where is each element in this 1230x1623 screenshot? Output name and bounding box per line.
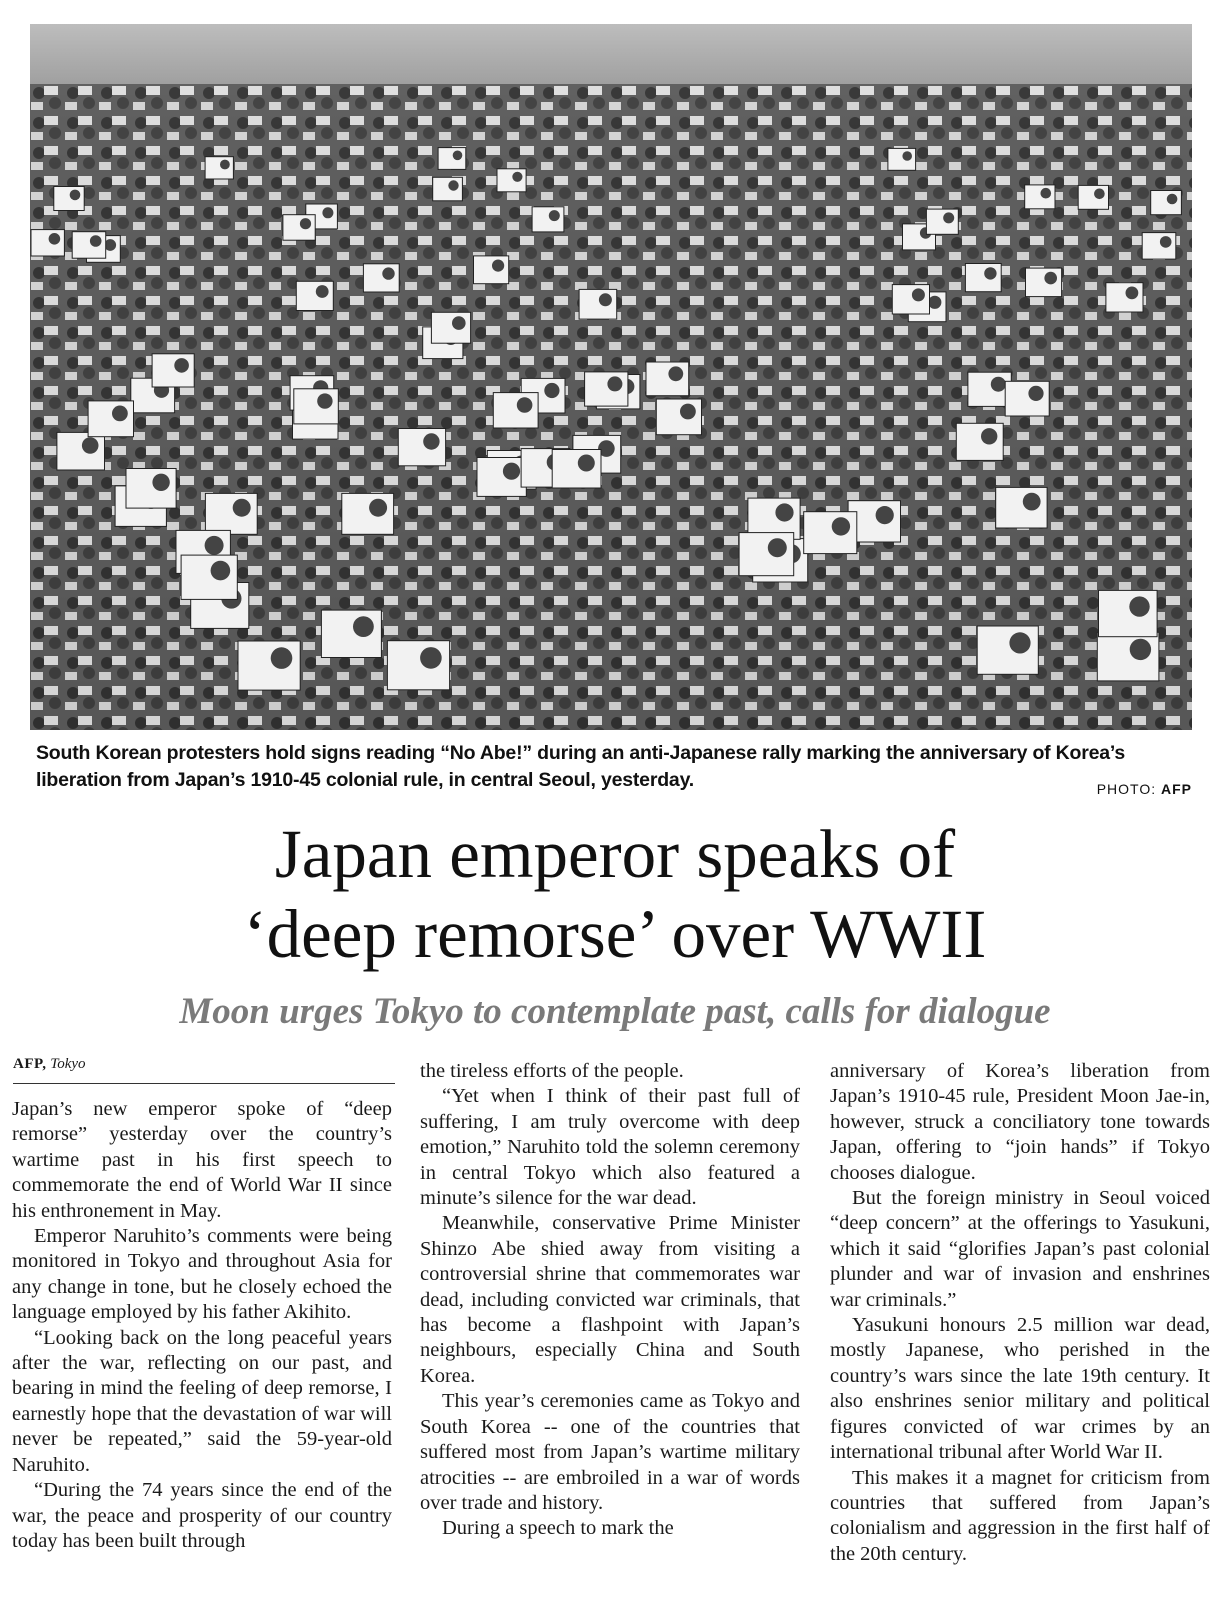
protest-sign	[296, 281, 333, 310]
sign-red-disc	[832, 517, 850, 535]
sign-red-disc	[578, 455, 595, 472]
protest-sign	[474, 256, 509, 284]
protest-sign	[888, 148, 916, 170]
protest-sign	[977, 626, 1038, 674]
protest-sign	[956, 423, 1003, 460]
sign-red-disc	[1130, 639, 1151, 660]
protest-sign	[283, 215, 315, 241]
article-paragraph: anniversary of Korea’s liberation from Japan’s 1910-45 rule, President Moon Jae-in, however, struck a conciliatory tone towards Japan, offering to “join hands” if Tokyo chooses dialogue.	[830, 1060, 1210, 1184]
sign-red-disc	[205, 536, 224, 555]
protest-sign	[1005, 381, 1049, 416]
article-paragraph: “Yet when I think of their past full of suffering, I am truly overcome with deep emotion,” Naruhito told the solemn ceremony in central Tokyo which also featured a minute’s silence for the war dead.	[420, 1085, 800, 1210]
protest-sign	[996, 487, 1047, 528]
protest-sign	[579, 289, 617, 319]
byline-rule	[13, 1083, 395, 1084]
sign-red-disc	[211, 561, 231, 581]
protest-crowd-photo	[30, 24, 1192, 730]
sign-red-disc	[991, 377, 1006, 392]
sign-red-disc	[112, 406, 128, 422]
article-paragraph: “During the 74 years since the end of the war, the peace and prosperity of our country today has been built through	[12, 1479, 392, 1552]
headline-line-1: Japan emperor speaks of	[274, 816, 956, 892]
article-paragraph: This makes it a magnet for criticism from countries that suffered from Japan’s colonialism and aggression in the first half of the 20th century.	[830, 1466, 1210, 1565]
sign-red-disc	[876, 506, 894, 524]
protest-sign	[1106, 283, 1143, 312]
protest-sign	[585, 372, 628, 406]
protest-sign	[1099, 590, 1158, 636]
sign-red-disc	[1009, 632, 1030, 653]
sign-red-disc	[544, 383, 559, 398]
sign-red-disc	[316, 285, 329, 298]
protest-sign	[126, 469, 176, 509]
sign-red-disc	[90, 235, 102, 247]
protest-sign	[238, 641, 300, 690]
photo-caption: South Korean protesters hold signs reading “No Abe!” during an anti-Japanese rally marking the anniversary of Korea’s liberation from Japan’s 1910-45 colonial rule, in central Seoul, yesterday.	[36, 742, 1126, 791]
protest-sign	[152, 354, 194, 387]
protest-sign	[1142, 233, 1176, 260]
protest-sign	[926, 209, 958, 234]
sign-red-disc	[549, 210, 560, 221]
protest-sign	[646, 362, 689, 396]
sign-red-disc	[1023, 493, 1041, 511]
byline-agency: AFP,	[13, 1056, 47, 1072]
sign-red-disc	[220, 160, 230, 170]
protest-sign	[433, 177, 463, 201]
photo-credit-label: PHOTO:	[1096, 781, 1157, 797]
protest-sign	[1078, 185, 1108, 209]
protest-sign	[72, 232, 106, 259]
protest-sign	[532, 207, 564, 232]
sign-red-disc	[382, 267, 394, 279]
sign-red-disc	[775, 503, 793, 521]
protest-sign	[477, 458, 526, 497]
protest-sign	[88, 401, 133, 437]
protest-sign	[1097, 632, 1159, 681]
article-paragraph: Emperor Naruhito’s comments were being monitored in Tokyo and throughout Asia for any change in tone, but he closely echoed the language employed by his father Akihito.	[12, 1225, 392, 1324]
sign-red-disc	[517, 397, 533, 413]
sign-red-disc	[668, 366, 683, 381]
protest-sign	[181, 555, 237, 599]
article-paragraph: This year’s ceremonies came as Tokyo and South Korea -- one of the countries that suffered most from Japan’s wartime military atrocities -- are embroiled in a war of words over trade and history.	[420, 1390, 800, 1514]
sign-red-disc	[70, 190, 81, 201]
article-paragraph: But the foreign ministry in Seoul voiced “deep concern” at the offerings to Yasukuni, which it said “glorifies Japan’s past colonial plunder and war of invasion and enshrines war criminals.”	[830, 1187, 1210, 1311]
protest-sign	[739, 533, 794, 576]
article-column-1	[12, 1097, 392, 1623]
protest-sign	[321, 610, 381, 657]
protest-sign	[892, 285, 929, 314]
protest-sign	[205, 493, 257, 534]
article-paragraph: Japan’s new emperor spoke of “deep remorse” yesterday over the country’s wartime past in his first speech to commemorate the end of World War II since his enthronement in May.	[12, 1098, 392, 1222]
protest-sign	[1151, 191, 1182, 215]
sign-red-disc	[512, 172, 522, 182]
sign-red-disc	[1160, 236, 1172, 248]
protest-sign	[57, 432, 105, 470]
sign-red-disc	[503, 463, 520, 480]
sign-red-disc	[423, 433, 439, 449]
sign-red-disc	[82, 437, 99, 454]
sign-red-disc	[599, 293, 612, 306]
sign-red-disc	[607, 376, 622, 391]
sign-red-disc	[233, 499, 251, 517]
sign-red-disc	[448, 180, 458, 190]
crowd-illustration	[30, 24, 1192, 730]
sign-red-disc	[943, 212, 954, 223]
sign-red-disc	[912, 288, 925, 301]
sign-red-disc	[152, 474, 169, 491]
article-paragraph: “Looking back on the long peaceful years after the war, reflecting on our past, and bearing in mind the feeling of deep remorse, I earnestly hope that the devastation of war will never be repeated,” said the 59-year-old Naruhito.	[12, 1326, 392, 1476]
sign-red-disc	[680, 404, 696, 420]
sign-red-disc	[1094, 189, 1105, 200]
headline	[0, 814, 1230, 974]
protest-sign	[431, 312, 470, 343]
protest-sign	[342, 493, 394, 534]
protest-sign	[965, 264, 1001, 292]
protest-sign	[54, 187, 84, 211]
sign-red-disc	[420, 647, 442, 669]
sign-red-disc	[1167, 194, 1178, 205]
article-paragraph: the tireless efforts of the people.	[420, 1060, 684, 1082]
byline	[13, 1056, 86, 1073]
sign-red-disc	[984, 267, 996, 279]
protest-sign	[205, 157, 233, 179]
sign-red-disc	[174, 358, 189, 373]
sign-red-disc	[768, 538, 787, 557]
sign-red-disc	[492, 260, 504, 272]
sign-red-disc	[1126, 287, 1139, 300]
protest-sign	[398, 429, 445, 466]
sign-red-disc	[1044, 272, 1057, 285]
sign-red-disc	[928, 296, 941, 309]
sign-red-disc	[1129, 596, 1149, 616]
protest-sign	[1025, 185, 1055, 209]
sign-red-disc	[453, 151, 463, 161]
sign-red-disc	[353, 616, 374, 637]
photo-credit	[1097, 781, 1192, 797]
byline-city: Tokyo	[50, 1056, 86, 1072]
protest-sign	[438, 148, 466, 170]
article-paragraph: During a speech to mark the	[442, 1517, 674, 1540]
photo-credit-source: AFP	[1161, 781, 1192, 797]
sign-red-disc	[271, 647, 293, 669]
article-paragraph: Meanwhile, conservative Prime Minister Shinzo Abe shied away from visiting a controversial shrine that commemorates war dead, including convicted war criminals, that has become a flashpoint with Japan’s neighbours, especially China and South Korea.	[420, 1212, 800, 1387]
sign-red-disc	[902, 151, 912, 161]
protest-sign	[31, 230, 64, 256]
sign-red-disc	[49, 233, 61, 245]
protest-sign	[552, 450, 601, 489]
protest-sign	[497, 169, 526, 192]
sign-red-disc	[452, 316, 466, 330]
protest-sign	[804, 512, 857, 554]
article-column-2	[420, 1059, 800, 1623]
sign-red-disc	[981, 428, 997, 444]
sign-red-disc	[1041, 188, 1052, 199]
article-column-3	[830, 1059, 1210, 1623]
sign-red-disc	[1028, 386, 1043, 401]
protest-sign	[363, 264, 399, 292]
sign-red-disc	[300, 218, 311, 229]
subheadline: Moon urges Tokyo to contemplate past, calls for dialogue	[179, 991, 1051, 1032]
article-paragraph: Yasukuni honours 2.5 million war dead, mostly Japanese, who perished in the country’s wars since the late 19th century. It also enshrines senior military and political figures convicted of war crimes by an international tribunal after World War II.	[830, 1314, 1210, 1464]
protest-sign	[294, 389, 339, 424]
protest-sign	[387, 641, 449, 690]
sign-red-disc	[369, 499, 387, 517]
sign-red-disc	[317, 393, 332, 408]
protest-sign	[656, 399, 701, 435]
protest-sign	[493, 393, 538, 428]
protest-sign	[1026, 268, 1062, 297]
headline-line-2: ‘deep remorse’ over WWII	[243, 896, 987, 972]
sign-red-disc	[322, 207, 333, 218]
